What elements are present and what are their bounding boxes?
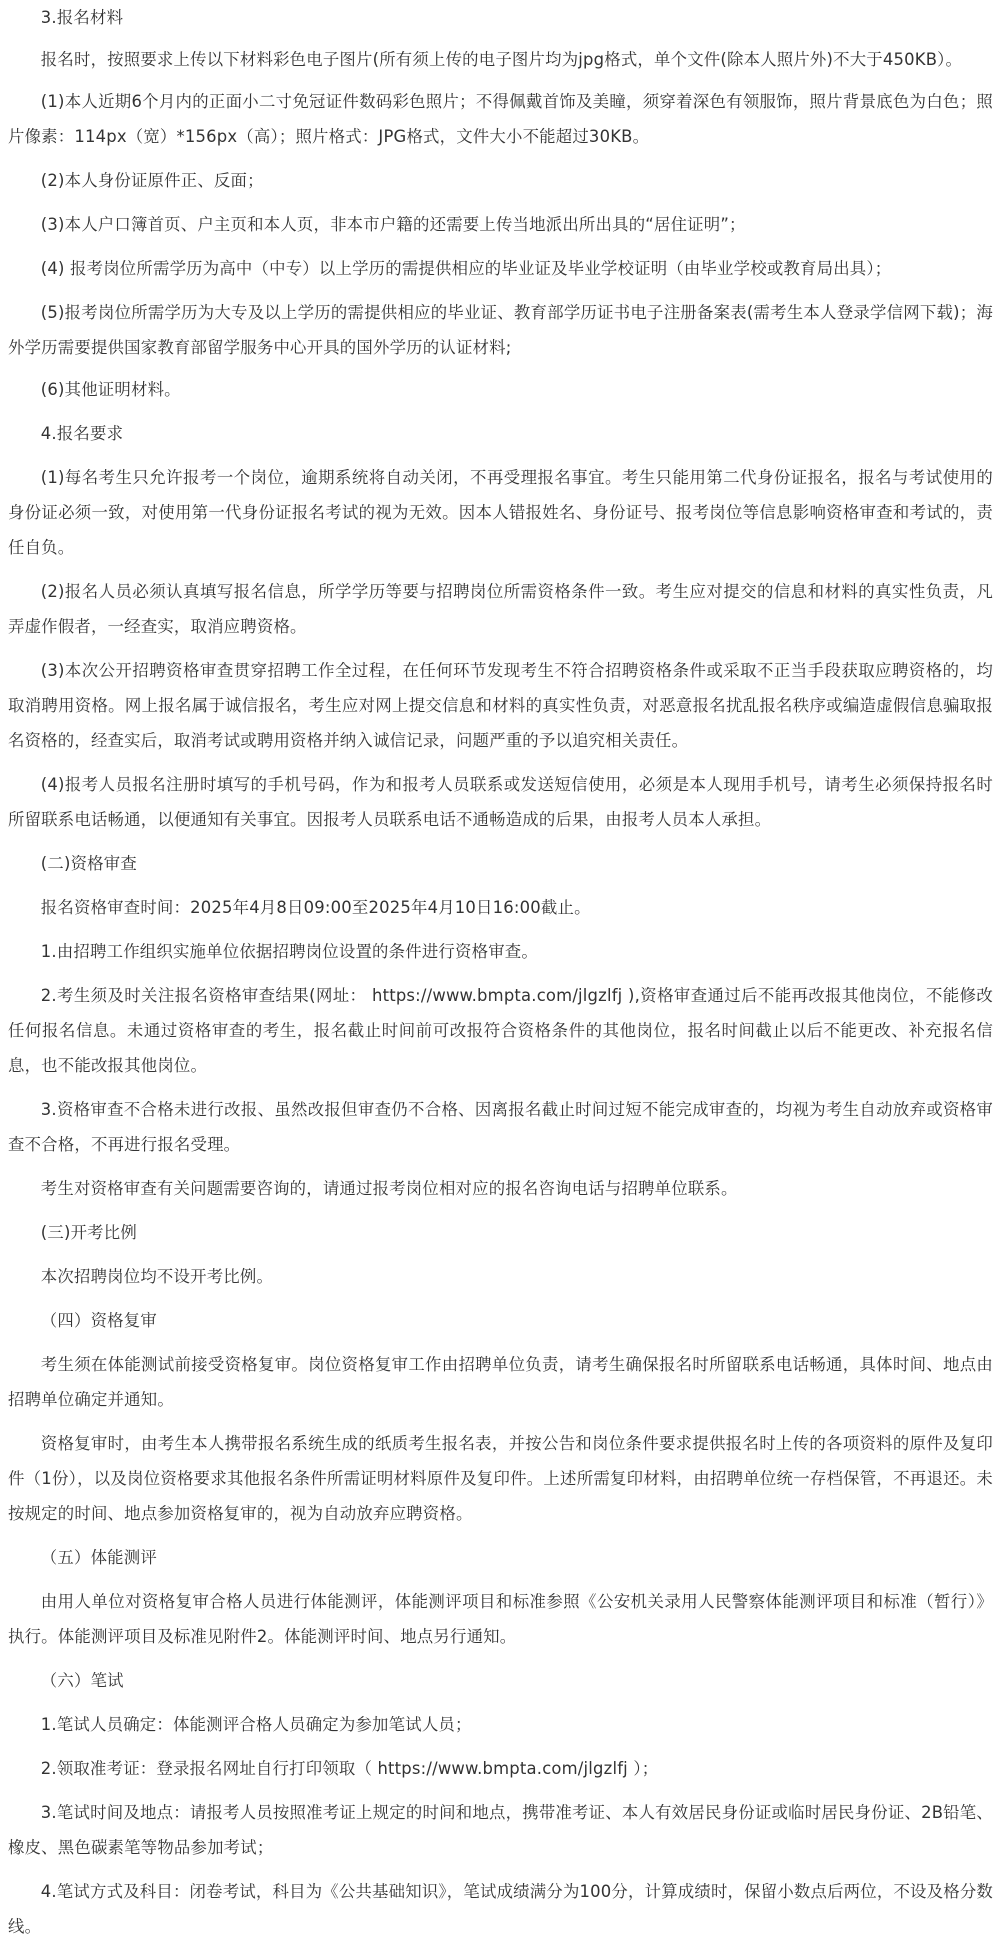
list-item: (3)本次公开招聘资格审查贯穿招聘工作全过程，在任何环节发现考生不符合招聘资格条件或采取不正当手段获取应聘资格的，均取消聘用资格。网上报名属于诚信报名，考生应对网上提交信息和材料的真实性负责，对恶意报名扰乱报名秩序或编造虚假信息骗取报名资格的，经查实后，取消考试或聘用资格并纳入诚信记录，问题严重的予以追究相关责任。	[8, 661, 993, 750]
list-item: 3.笔试时间及地点：请报考人员按照准考证上规定的时间和地点，携带准考证、本人有效居民身份证或临时居民身份证、2B铅笔、橡皮、黑色碳素笔等物品参加考试；	[8, 1803, 993, 1857]
list-item: (2)报名人员必须认真填写报名信息，所学学历等要与招聘岗位所需资格条件一致。考生应对提交的信息和材料的真实性负责，凡弄虚作假者，一经查实，取消应聘资格。	[8, 582, 993, 636]
list-item: 1.笔试人员确定：体能测评合格人员确定为参加笔试人员；	[40, 1715, 472, 1734]
list-item: (4) 报考岗位所需学历为高中（中专）以上学历的需提供相应的毕业证及毕业学校证明（由毕业学校或教育局出具）；	[40, 259, 892, 278]
paragraph: 由用人单位对资格复审合格人员进行体能测评，体能测评项目和标准参照《公安机关录用人民警察体能测评项目和标准（暂行）》执行。体能测评项目及标准见附件2。体能测评时间、地点另行通知。	[8, 1592, 993, 1646]
paragraph: 报名时，按照要求上传以下材料彩色电子图片(所有须上传的电子图片均为jpg格式，单个文件(除本人照片外)不大于450KB）。	[40, 50, 963, 69]
paragraph: 考生对资格审查有关问题需要咨询的，请通过报考岗位相对应的报名咨询电话与招聘单位联系。	[40, 1179, 738, 1198]
paragraph: 资格复审时，由考生本人携带报名系统生成的纸质考生报名表，并按公告和岗位条件要求提供报名时上传的各项资料的原件及复印件（1份），以及岗位资格要求其他报名条件所需证明材料原件及复印件。上述所需复印材料，由招聘单位统一存档保管，不再退还。未按规定的时间、地点参加资格复审的，视为自动放弃应聘资格。	[8, 1434, 993, 1523]
list-item: (6)其他证明材料。	[40, 380, 181, 399]
paragraph: 报名资格审查时间：2025年4月8日09:00至2025年4月10日16:00截止。	[40, 898, 591, 917]
list-item: (2)本人身份证原件正、反面；	[40, 171, 264, 190]
list-item: (1)每名考生只允许报考一个岗位，逾期系统将自动关闭，不再受理报名事宜。考生只能用第二代身份证报名，报名与考试使用的身份证必须一致，对使用第一代身份证报名考试的视为无效。因本人错报姓名、身份证号、报考岗位等信息影响资格审查和考试的，责任自负。	[8, 468, 993, 557]
list-item: 2.考生须及时关注报名资格审查结果(网址： https://www.bmpta.com/jlgzlfj ),资格审查通过后不能再改报其他岗位，不能修改任何报名信息。未通过资格审查的考生，报名截止时间前可改报符合资格条件的其他岗位，报名时间截止以后不能更改、补充报名信息，也不能改报其他岗位。	[8, 986, 993, 1075]
paragraph: 考生须在体能测试前接受资格复审。岗位资格复审工作由招聘单位负责，请考生确保报名时所留联系电话畅通，具体时间、地点由招聘单位确定并通知。	[8, 1355, 993, 1409]
list-item: (4)报考人员报名注册时填写的手机号码，作为和报考人员联系或发送短信使用，必须是本人现用手机号，请考生必须保持报名时所留联系电话畅通，以便通知有关事宜。因报考人员联系电话不通畅造成的后果，由报考人员本人承担。	[8, 775, 993, 829]
list-item: (3)本人户口簿首页、户主页和本人页，非本市户籍的还需要上传当地派出所出具的“居住证明”；	[40, 215, 746, 234]
section-heading-physical-test: （五）体能测评	[40, 1548, 157, 1567]
list-item: 1.由招聘工作组织实施单位依据招聘岗位设置的条件进行资格审查。	[40, 942, 538, 961]
list-item: 3.资格审查不合格未进行改报、虽然改报但审查仍不合格、因离报名截止时间过短不能完成审查的，均视为考生自动放弃或资格审查不合格，不再进行报名受理。	[8, 1100, 993, 1154]
section-heading-registration-requirements: 4.报名要求	[40, 424, 124, 443]
list-item: 2.领取准考证：登录报名网址自行打印领取（ https://www.bmpta.com/jlgzlfj ）；	[40, 1759, 659, 1778]
section-heading-requalification: （四）资格复审	[40, 1311, 157, 1330]
list-item: 4.笔试方式及科目：闭卷考试，科目为《公共基础知识》，笔试成绩满分为100分，计算成绩时，保留小数点后两位，不设及格分数线。	[8, 1882, 994, 1936]
section-heading-qualification-review: (二)资格审查	[40, 854, 137, 873]
section-heading-registration-materials: 3.报名材料	[40, 8, 124, 27]
list-item: (1)本人近期6个月内的正面小二寸免冠证件数码彩色照片；不得佩戴首饰及美瞳，须穿着深色有领服饰，照片背景底色为白色；照片像素：114px（宽）*156px（高）；照片格式：JPG格式，文件大小不能超过30KB。	[8, 92, 993, 146]
list-item: (5)报考岗位所需学历为大专及以上学历的需提供相应的毕业证、教育部学历证书电子注册备案表(需考生本人登录学信网下载)；海外学历需要提供国家教育部留学服务中心开具的国外学历的认证材料;	[8, 303, 993, 357]
paragraph: 本次招聘岗位均不设开考比例。	[40, 1267, 274, 1286]
section-heading-written-exam: （六）笔试	[40, 1671, 124, 1690]
section-heading-exam-ratio: (三)开考比例	[40, 1223, 137, 1242]
